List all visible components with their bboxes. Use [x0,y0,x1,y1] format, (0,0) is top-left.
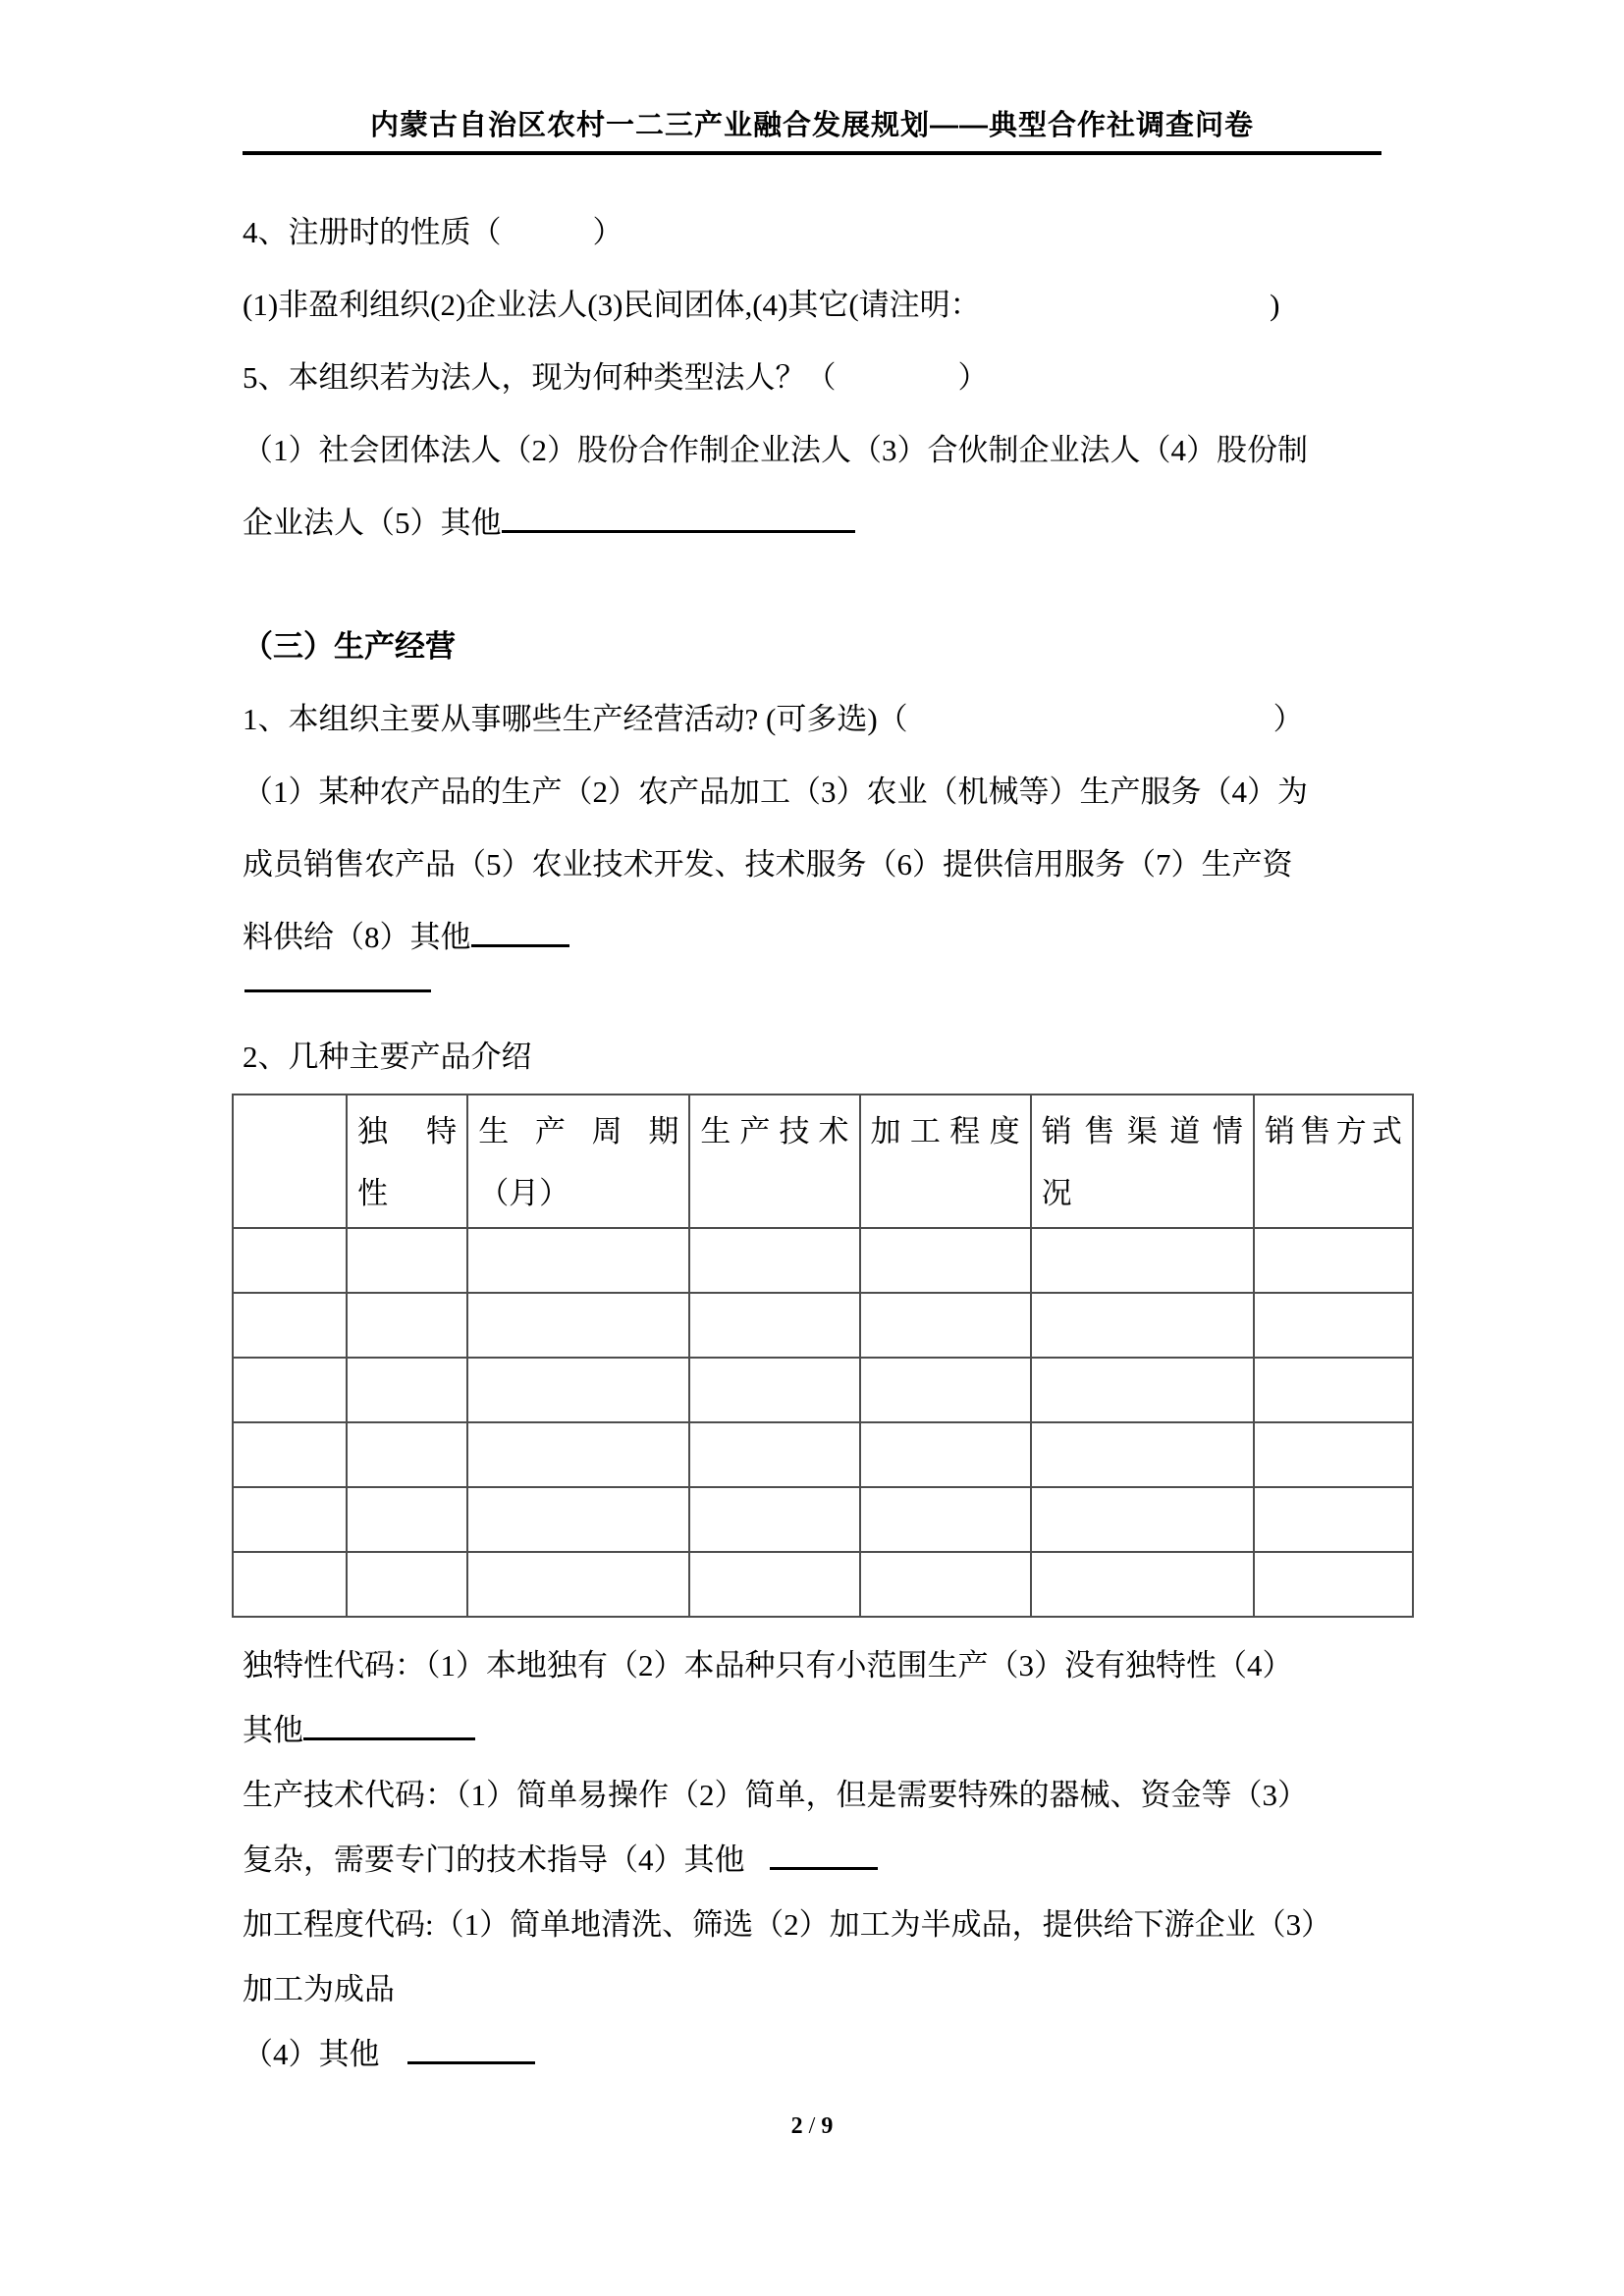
table-cell [689,1228,859,1293]
question-5-options-line2-text: 企业法人（5）其他 [243,506,502,540]
table-cell [860,1228,1031,1293]
table-header-product [233,1095,347,1228]
table-cell [860,1552,1031,1617]
table-header-uniqueness: 独 特 性 [347,1095,467,1228]
table-cell [1254,1552,1413,1617]
codes-legend [243,1633,1381,2087]
processing-code-line3 [243,2022,1381,2087]
write-in-blank [502,500,855,533]
blank-line [243,560,1381,611]
doc-title: 内蒙古自治区农村一二三产业融合发展规划——典型合作社调查问卷 [369,110,1254,141]
table-cell [233,1228,347,1293]
standalone-blank-line [243,974,1381,1021]
table-cell [233,1422,347,1487]
question-5 [243,342,1381,414]
page-number: 2 [790,2113,803,2139]
table-cell [689,1293,859,1358]
table-row [233,1228,1413,1293]
table-header-technique: 生产技术 [689,1095,859,1228]
doc-header [243,104,1381,155]
technique-code-line1 [243,1763,1381,1828]
table-cell [347,1228,467,1293]
table-cell [347,1422,467,1487]
section-heading-production-text: （三）生产经营 [243,629,456,664]
table-cell [467,1228,689,1293]
write-in-blank [471,914,569,947]
table-header-cycle: 生 产 周 期 （月） [467,1095,689,1228]
technique-code-line2-text: 复杂，需要专门的技术指导（4）其他 [243,1842,745,1877]
table-cell [860,1422,1031,1487]
total-pages: 9 [821,2113,834,2139]
table-cell [860,1293,1031,1358]
question-4-options [243,269,1381,342]
product-intro-table [232,1094,1414,1618]
question-5-options-line2 [243,487,1381,560]
question-4-options-text: (1)非盈利组织(2)企业法人(3)民间团体,(4)其它(请注明： ) [243,288,1280,322]
table-cell [233,1358,347,1422]
question-p1-options-line2 [243,828,1381,901]
table-cell [860,1358,1031,1422]
uniqueness-code-line2 [243,1698,1381,1763]
question-4 [243,196,1381,269]
table-cell [689,1422,859,1487]
table-cell [860,1487,1031,1552]
question-p1 [243,683,1381,756]
write-in-blank [770,1837,878,1870]
table-row [233,1293,1413,1358]
processing-code-line2-text: 加工为成品 [243,1972,395,2006]
table-cell [467,1358,689,1422]
technique-code-line1-text: 生产技术代码：（1）简单易操作（2）简单，但是需要特殊的器械、资金等（3） [243,1778,1308,1812]
technique-code-line2 [243,1828,1381,1893]
processing-code-line2 [243,1957,1381,2022]
uniqueness-code-line2-text: 其他 [243,1713,303,1747]
question-p2-heading [243,1021,1381,1094]
table-cell [467,1293,689,1358]
table-cell [1254,1487,1413,1552]
question-p1-text: 1、本组织主要从事哪些生产经营活动? (可多选)（ ） [243,702,1304,736]
table-header-channel: 销 售 渠 道 情 况 [1031,1095,1254,1228]
table-cell [467,1487,689,1552]
doc-body [243,196,1402,2087]
table-header-row [233,1095,1413,1228]
table-cell [1254,1422,1413,1487]
table-cell [467,1552,689,1617]
table-cell [347,1552,467,1617]
table-cell [1031,1552,1254,1617]
question-4-text: 4、注册时的性质（ ） [243,215,623,249]
question-5-options-line1-text: （1）社会团体法人（2）股份合作制企业法人（3）合伙制企业法人（4）股份制 [243,433,1308,467]
table-cell [689,1358,859,1422]
processing-code-line3-text: （4）其他 [243,2037,380,2071]
question-p1-options-line2-text: 成员销售农产品（5）农业技术开发、技术服务（6）提供信用服务（7）生产资 [243,847,1293,881]
table-row [233,1358,1413,1422]
table-cell [233,1487,347,1552]
table-cell [347,1358,467,1422]
table-cell [1254,1228,1413,1293]
question-5-text: 5、本组织若为法人，现为何种类型法人？（ ） [243,360,989,395]
question-p1-options-line3-text: 料供给（8）其他 [243,920,471,954]
processing-code-line1 [243,1893,1381,1957]
table-cell [233,1552,347,1617]
question-5-options-line1 [243,414,1381,487]
table-cell [233,1293,347,1358]
table-cell [1031,1358,1254,1422]
uniqueness-code-line1-text: 独特性代码：（1）本地独有（2）本品种只有小范围生产（3）没有独特性（4） [243,1648,1293,1682]
question-p1-options-line1-text: （1）某种农产品的生产（2）农产品加工（3）农业（机械等）生产服务（4）为 [243,774,1308,809]
table-header-sales-method: 销售方式 [1254,1095,1413,1228]
table-cell [1031,1228,1254,1293]
page-footer [0,2107,1624,2146]
table-header-processing: 加工程度 [860,1095,1031,1228]
write-in-blank [244,968,431,992]
question-p1-options-line3 [243,901,1381,974]
table-cell [467,1422,689,1487]
table-row [233,1422,1413,1487]
question-p1-options-line1 [243,756,1381,828]
uniqueness-code-line1 [243,1633,1381,1698]
question-p2-heading-text: 2、几种主要产品介绍 [243,1040,532,1074]
write-in-blank [303,1707,475,1740]
table-cell [689,1552,859,1617]
processing-code-line1-text: 加工程度代码:（1）简单地清洗、筛选（2）加工为半成品，提供给下游企业（3） [243,1907,1332,1942]
table-row [233,1552,1413,1617]
table-cell [1254,1358,1413,1422]
table-cell [1254,1293,1413,1358]
write-in-blank [407,2031,535,2064]
table-cell [1031,1293,1254,1358]
table-cell [347,1487,467,1552]
table-cell [1031,1487,1254,1552]
page-number-separator: / [808,2113,816,2139]
table-cell [1031,1422,1254,1487]
table-cell [689,1487,859,1552]
table-cell [347,1293,467,1358]
section-heading-production [243,611,1381,683]
table-row [233,1487,1413,1552]
